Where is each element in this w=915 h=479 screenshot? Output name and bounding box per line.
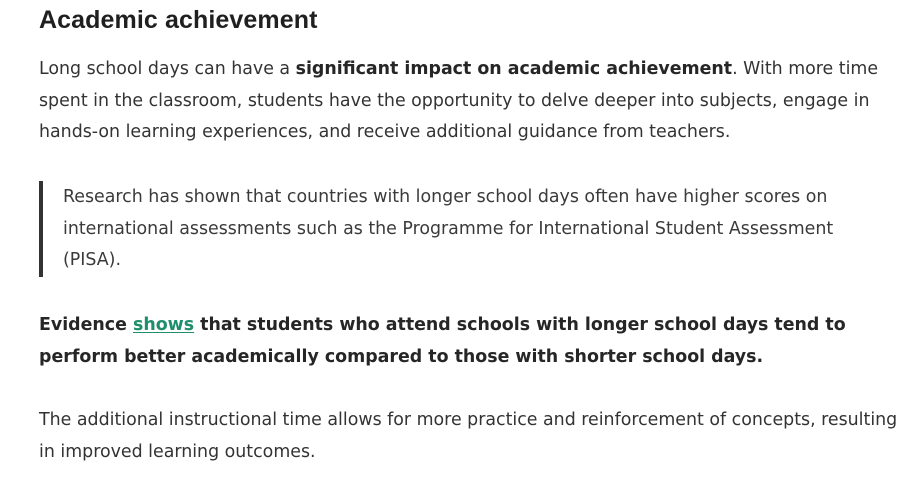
- intro-bold-phrase: significant impact on academic achievement: [295, 59, 733, 79]
- evidence-text-end: that students who attend schools with longer school days tend to perform better academically compared to those with shorter school days.: [39, 315, 846, 367]
- section-heading: Academic achievement: [39, 6, 318, 34]
- intro-text-start: Long school days can have a: [39, 59, 296, 79]
- blockquote-text: Research has shown that countries with longer school days often have higher scores on international assessments such as the Programme for International Student Assessment (PISA).: [63, 187, 834, 270]
- evidence-link[interactable]: shows: [132, 315, 195, 335]
- evidence-text-start: Evidence: [39, 315, 133, 335]
- intro-paragraph: [39, 54, 899, 149]
- evidence-paragraph: [39, 310, 899, 373]
- outro-paragraph: The additional instructional time allows for more practice and reinforcement of concepts, resulting in improved learning outcomes.: [39, 410, 898, 462]
- research-blockquote: [39, 181, 889, 277]
- intro-text-end: . With more time spent in the classroom, students have the opportunity to delve deeper into subjects, engage in hands-on learning experiences, and receive additional guidance from teachers.: [39, 59, 879, 142]
